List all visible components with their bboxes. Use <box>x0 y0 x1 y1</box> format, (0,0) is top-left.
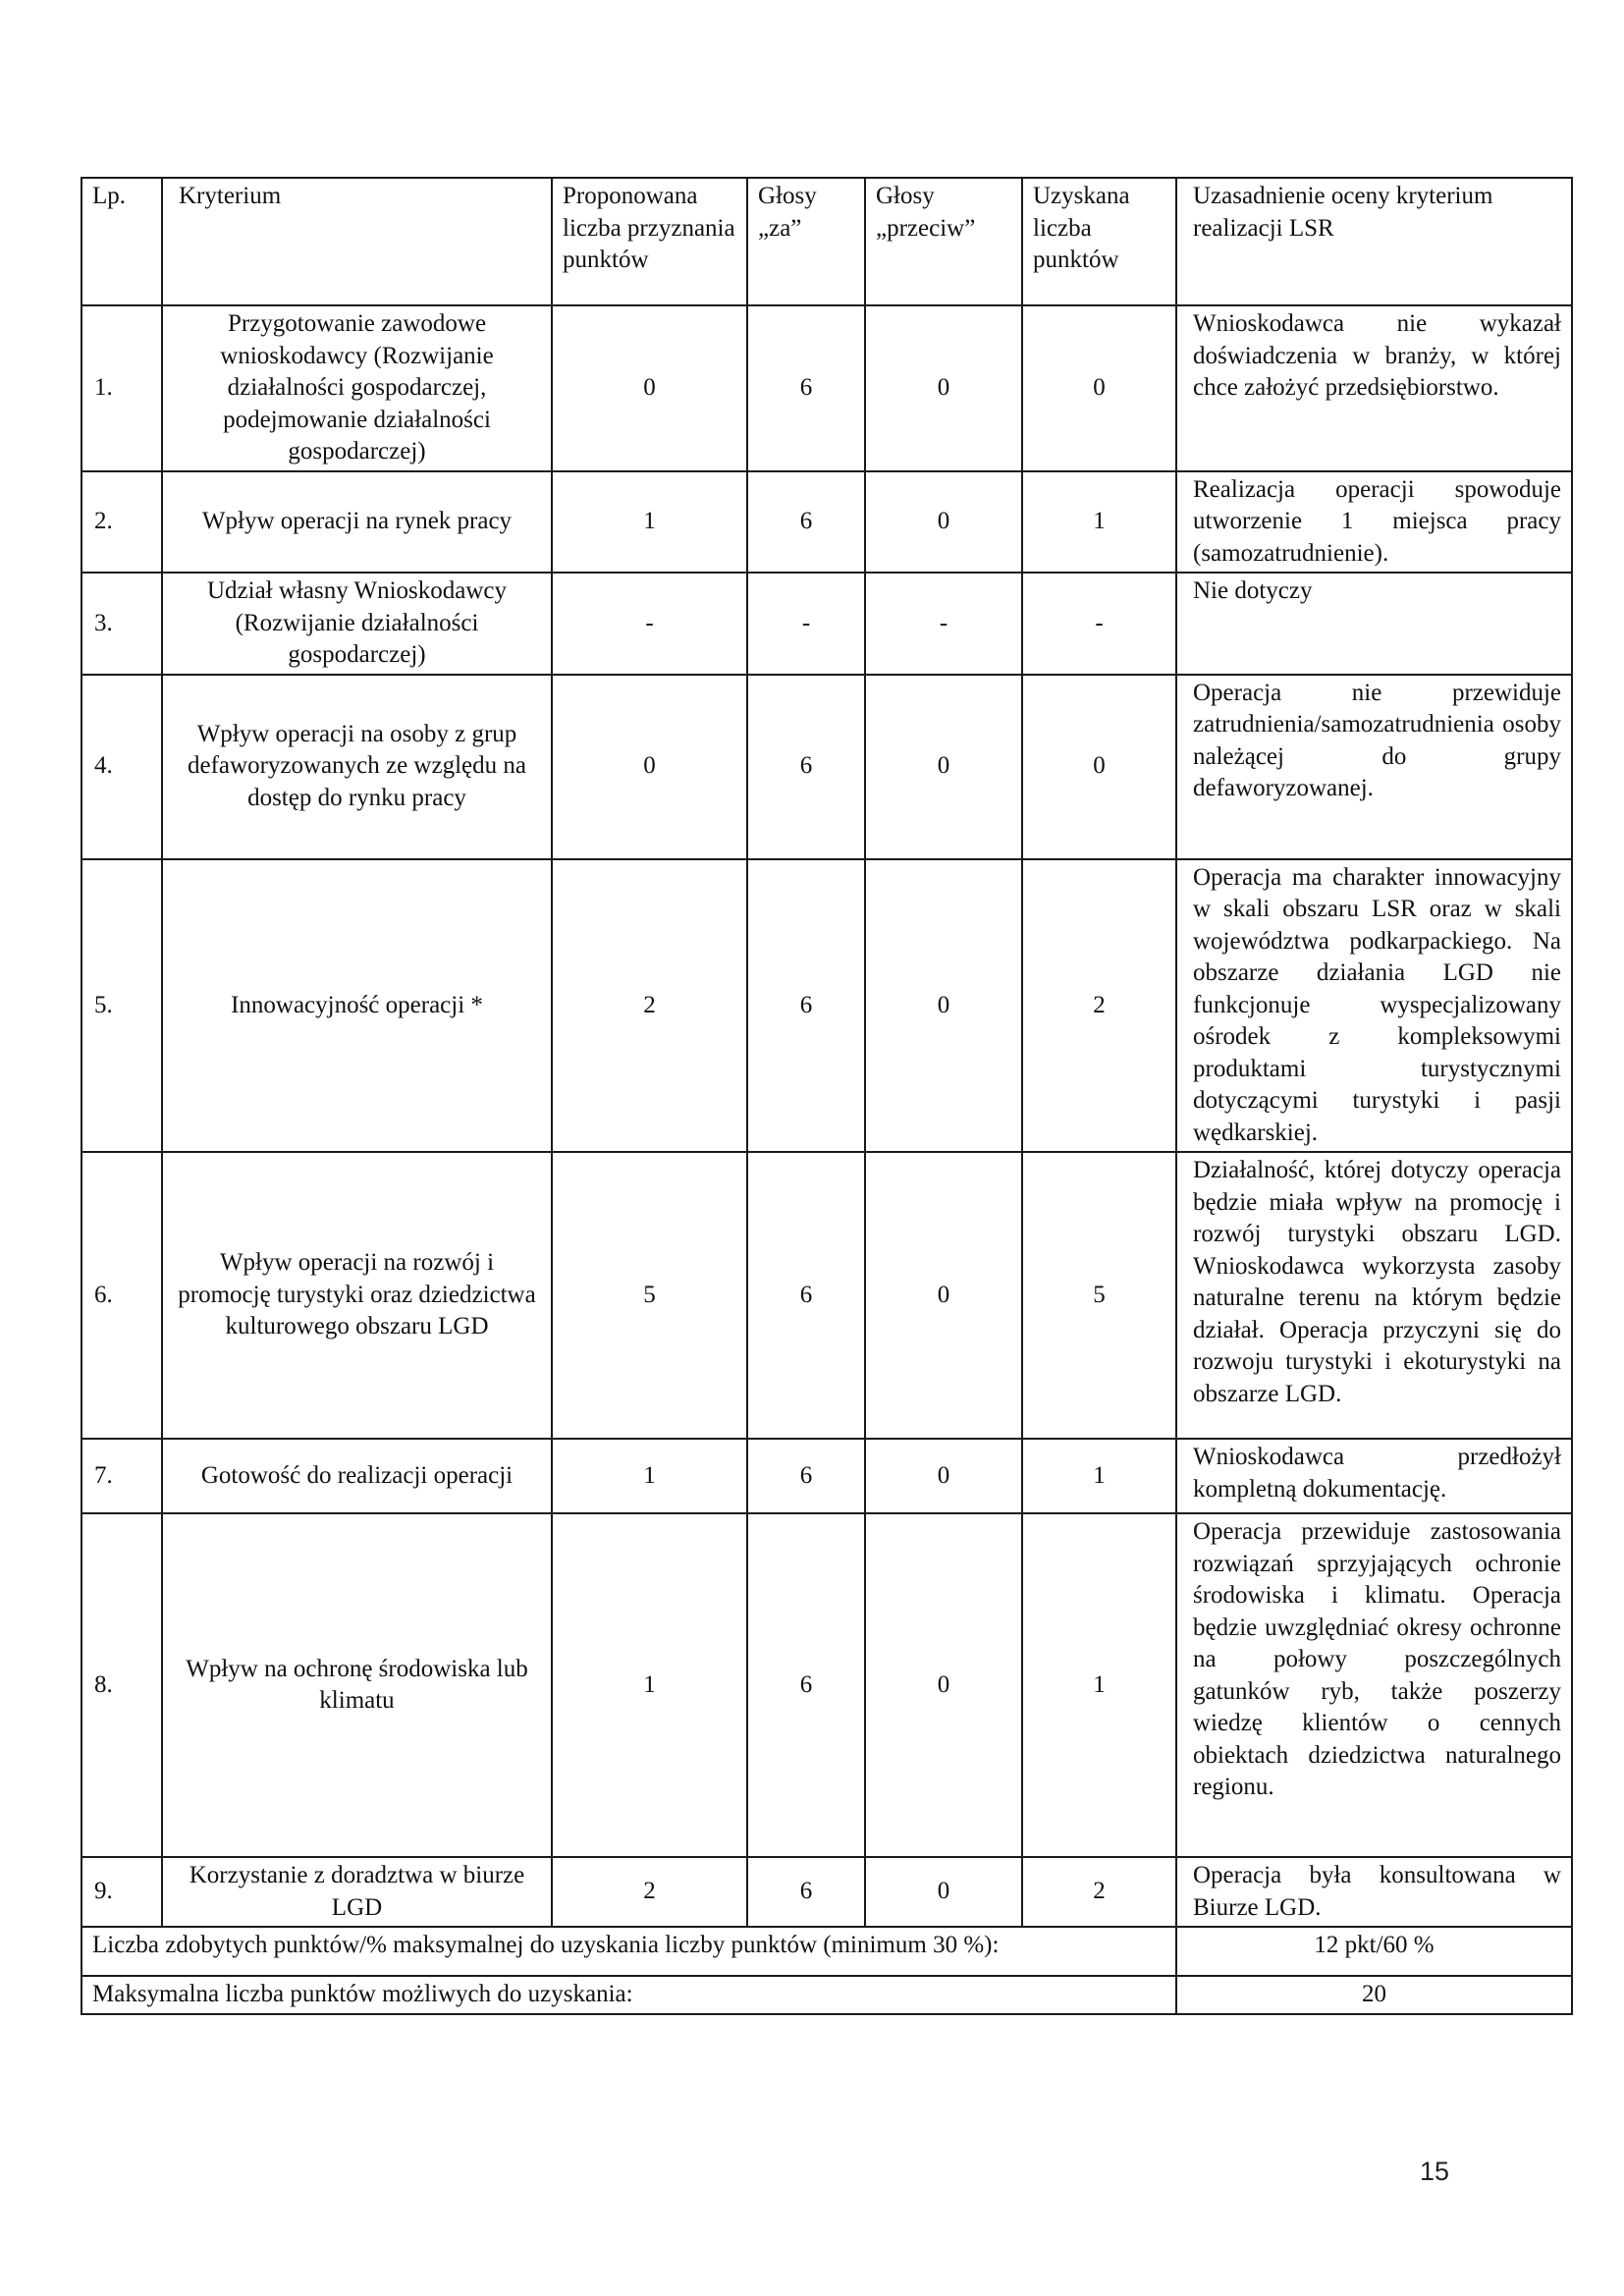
table-row <box>81 1857 1572 1927</box>
glosy-za-cell: 6 <box>747 859 865 1153</box>
glosy-za-cell: 6 <box>747 305 865 471</box>
uzyskana-cell: - <box>1022 573 1176 675</box>
glosy-przeciw-cell: 0 <box>865 1857 1022 1927</box>
table-row <box>81 573 1572 675</box>
glosy-przeciw-cell: 0 <box>865 1152 1022 1439</box>
evaluation-sheet <box>81 177 1571 2015</box>
uzyskana-cell: 0 <box>1022 675 1176 859</box>
summary-max-label: Maksymalna liczba punktów możliwych do uzyskania: <box>81 1976 1176 2014</box>
uzasadnienie-cell: Wnioskodawca przedłożył kompletną dokumentację. <box>1176 1439 1572 1513</box>
table-row <box>81 1513 1572 1857</box>
uzasadnienie-cell: Działalność, której dotyczy operacja będzie miała wpływ na promocję i rozwój turystyki obszaru LGD. Wnioskodawca wykorzysta zasoby naturalne terenu na którym będzie działał. Operacja przyczyni się do rozwoju turystyki i ekoturystyki na obszarze LGD. <box>1176 1152 1572 1439</box>
kryterium-cell: Wpływ operacji na rozwój i promocję turystyki oraz dziedzictwa kulturowego obszaru LGD <box>162 1152 552 1439</box>
proponowana-cell: 1 <box>552 1513 747 1857</box>
header-lp: Lp. <box>81 178 162 305</box>
uzasadnienie-cell: Operacja przewiduje zastosowania rozwiązań sprzyjających ochronie środowiska i klimatu. Operacja będzie uwzględniać okresy ochronne na połowy poszczególnych gatunków ryb, także poszerzy wiedzę klientów o cennych obiektach dziedzictwa naturalnego regionu. <box>1176 1513 1572 1857</box>
proponowana-cell: 5 <box>552 1152 747 1439</box>
uzasadnienie-cell: Operacja była konsultowana w Biurze LGD. <box>1176 1857 1572 1927</box>
table-header-row <box>81 178 1572 305</box>
glosy-przeciw-cell: 0 <box>865 1439 1022 1513</box>
header-glosy-za: Głosy „za” <box>747 178 865 305</box>
summary-points-value: 12 pkt/60 % <box>1176 1927 1572 1976</box>
kryterium-cell: Przygotowanie zawodowe wnioskodawcy (Rozwijanie działalności gospodarczej, podejmowanie działalności gospodarczej) <box>162 305 552 471</box>
proponowana-cell: - <box>552 573 747 675</box>
proponowana-cell: 1 <box>552 471 747 574</box>
kryterium-cell: Innowacyjność operacji * <box>162 859 552 1153</box>
kryterium-cell: Wpływ operacji na osoby z grup defaworyzowanych ze względu na dostęp do rynku pracy <box>162 675 552 859</box>
glosy-przeciw-cell: 0 <box>865 1513 1022 1857</box>
header-kryterium: Kryterium <box>162 178 552 305</box>
table-row <box>81 1152 1572 1439</box>
glosy-za-cell: 6 <box>747 1439 865 1513</box>
table-row <box>81 471 1572 574</box>
glosy-przeciw-cell: - <box>865 573 1022 675</box>
kryterium-cell: Korzystanie z doradztwa w biurze LGD <box>162 1857 552 1927</box>
table-row <box>81 675 1572 859</box>
uzyskana-cell: 0 <box>1022 305 1176 471</box>
glosy-przeciw-cell: 0 <box>865 305 1022 471</box>
uzyskana-cell: 5 <box>1022 1152 1176 1439</box>
table-row <box>81 859 1572 1153</box>
uzasadnienie-cell: Realizacja operacji spowoduje utworzenie 1 miejsca pracy (samozatrudnienie). <box>1176 471 1572 574</box>
table-row <box>81 1439 1572 1513</box>
summary-max-row <box>81 1976 1572 2014</box>
proponowana-cell: 2 <box>552 1857 747 1927</box>
glosy-przeciw-cell: 0 <box>865 859 1022 1153</box>
kryterium-cell: Wpływ operacji na rynek pracy <box>162 471 552 574</box>
uzyskana-cell: 2 <box>1022 1857 1176 1927</box>
glosy-za-cell: 6 <box>747 1513 865 1857</box>
summary-points-label: Liczba zdobytych punktów/% maksymalnej do uzyskania liczby punktów (minimum 30 %): <box>81 1927 1176 1976</box>
uzyskana-cell: 1 <box>1022 471 1176 574</box>
glosy-za-cell: - <box>747 573 865 675</box>
kryterium-cell: Wpływ na ochronę środowiska lub klimatu <box>162 1513 552 1857</box>
page-number: 15 <box>1420 2157 1450 2186</box>
lp-cell: 6. <box>81 1152 162 1439</box>
glosy-za-cell: 6 <box>747 471 865 574</box>
summary-points-row <box>81 1927 1572 1976</box>
table-row <box>81 305 1572 471</box>
header-proponowana: Proponowana liczba przyznania punktów <box>552 178 747 305</box>
criteria-table <box>81 177 1573 2015</box>
uzasadnienie-cell: Operacja nie przewiduje zatrudnienia/samozatrudnienia osoby należącej do grupy defaworyzowanej. <box>1176 675 1572 859</box>
kryterium-cell: Gotowość do realizacji operacji <box>162 1439 552 1513</box>
glosy-za-cell: 6 <box>747 1152 865 1439</box>
proponowana-cell: 0 <box>552 675 747 859</box>
lp-cell: 7. <box>81 1439 162 1513</box>
lp-cell: 5. <box>81 859 162 1153</box>
lp-cell: 4. <box>81 675 162 859</box>
uzyskana-cell: 1 <box>1022 1439 1176 1513</box>
uzyskana-cell: 1 <box>1022 1513 1176 1857</box>
lp-cell: 8. <box>81 1513 162 1857</box>
lp-cell: 9. <box>81 1857 162 1927</box>
header-uzasadnienie: Uzasadnienie oceny kryterium realizacji LSR <box>1176 178 1572 305</box>
proponowana-cell: 0 <box>552 305 747 471</box>
proponowana-cell: 1 <box>552 1439 747 1513</box>
summary-max-value: 20 <box>1176 1976 1572 2014</box>
lp-cell: 3. <box>81 573 162 675</box>
glosy-za-cell: 6 <box>747 675 865 859</box>
header-glosy-przeciw: Głosy „przeciw” <box>865 178 1022 305</box>
header-uzyskana: Uzyskana liczba punktów <box>1022 178 1176 305</box>
table-body <box>81 305 1572 1927</box>
uzasadnienie-cell: Operacja ma charakter innowacyjny w skali obszaru LSR oraz w skali województwa podkarpackiego. Na obszarze działania LGD nie funkcjonuje wyspecjalizowany ośrodek z kompleksowymi produktami turystycznymi dotyczącymi turystyki i pasji wędkarskiej. <box>1176 859 1572 1153</box>
uzasadnienie-cell: Nie dotyczy <box>1176 573 1572 675</box>
uzyskana-cell: 2 <box>1022 859 1176 1153</box>
glosy-za-cell: 6 <box>747 1857 865 1927</box>
lp-cell: 1. <box>81 305 162 471</box>
glosy-przeciw-cell: 0 <box>865 471 1022 574</box>
lp-cell: 2. <box>81 471 162 574</box>
glosy-przeciw-cell: 0 <box>865 675 1022 859</box>
uzasadnienie-cell: Wnioskodawca nie wykazał doświadczenia w branży, w której chce założyć przedsiębiorstwo. <box>1176 305 1572 471</box>
proponowana-cell: 2 <box>552 859 747 1153</box>
kryterium-cell: Udział własny Wnioskodawcy (Rozwijanie działalności gospodarczej) <box>162 573 552 675</box>
